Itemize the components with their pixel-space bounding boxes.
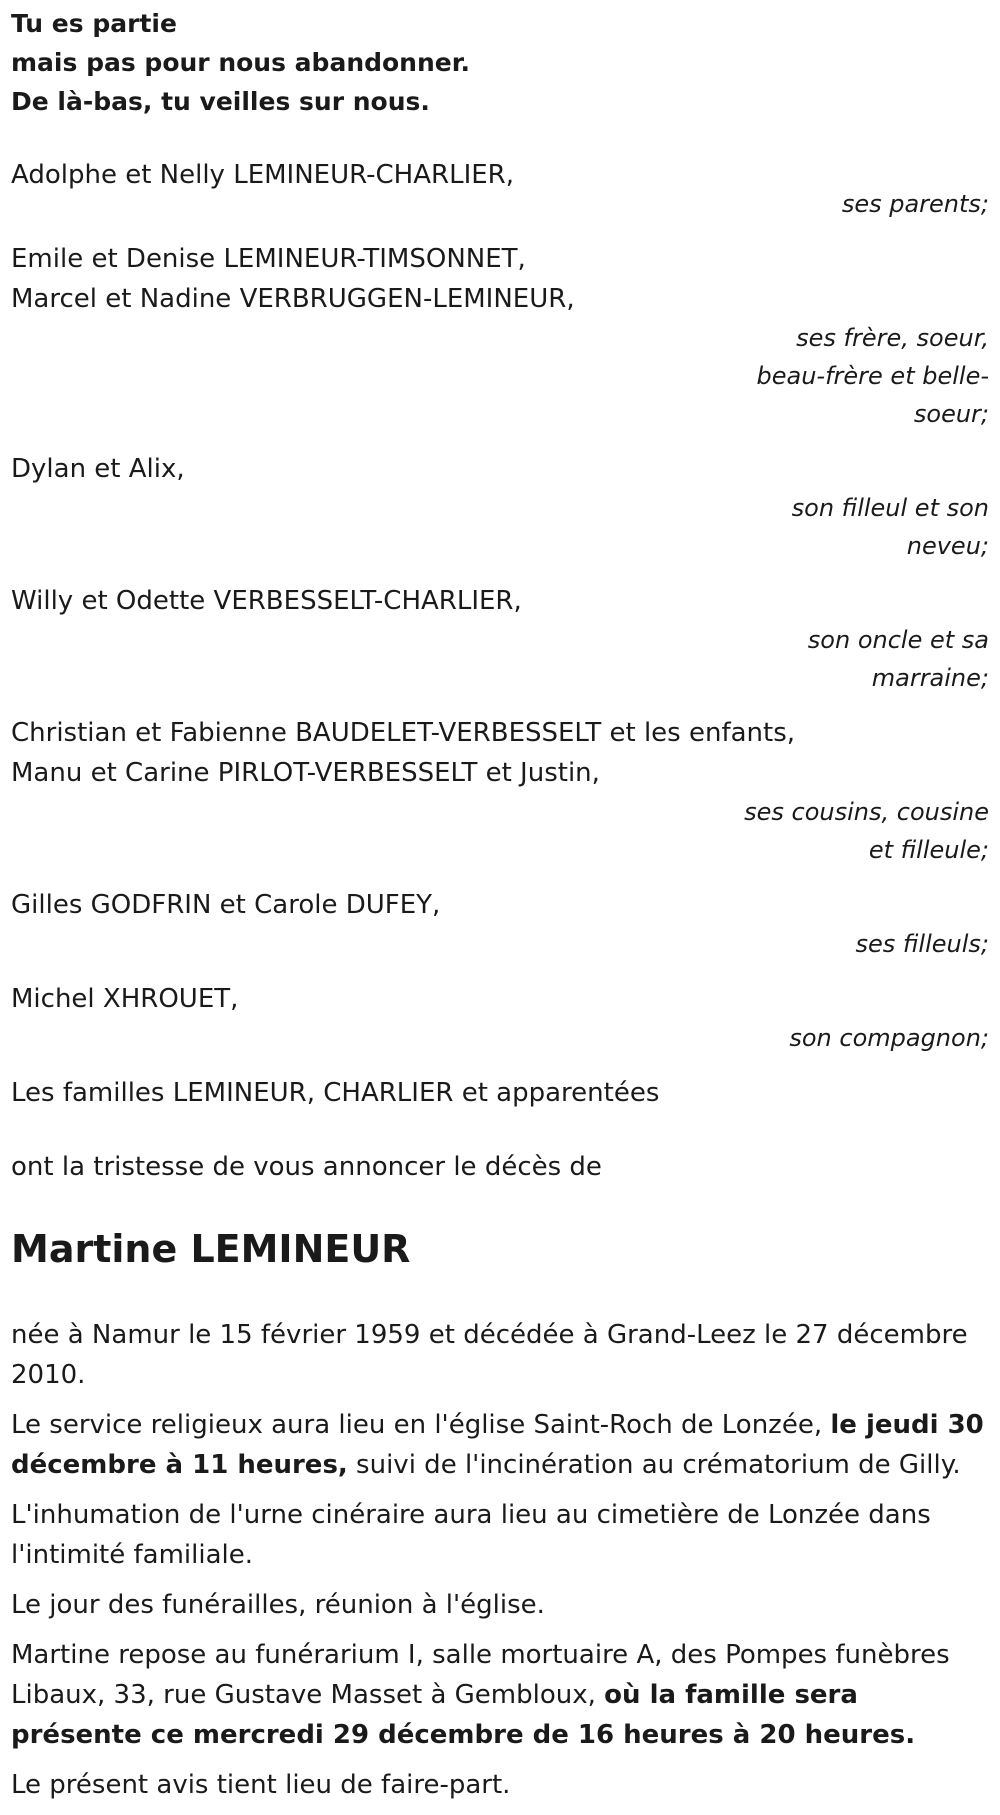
family-entry-parents: [11, 155, 989, 223]
service-info: [11, 1405, 989, 1485]
family-names: Dylan et Alix,: [11, 454, 185, 484]
poem-line: Tu es partie: [11, 9, 177, 38]
service-date: le jeudi 30 décembre à 11 heures,: [11, 1410, 984, 1480]
repose-info: [11, 1635, 989, 1755]
family-role-text: son compagnon;: [789, 1024, 989, 1052]
repose-text: Martine repose au funérarium I, salle mortuaire A, des Pompes funèbres Libaux, 33, rue Gustave Masset à Gembloux,: [11, 1640, 950, 1710]
family-role: [11, 489, 989, 565]
family-entry-partner: [11, 979, 989, 1057]
inhumation-info: L'inhumation de l'urne cinéraire aura lieu au cimetière de Lonzée dans l'intimité familiale.: [11, 1500, 931, 1570]
family-names: Christian et Fabienne BAUDELET-VERBESSELT et les enfants,: [11, 718, 796, 748]
family-names: Gilles GODFRIN et Carole DUFEY,: [11, 890, 441, 920]
family-names: Marcel et Nadine VERBRUGGEN-LEMINEUR,: [11, 284, 575, 314]
closing-note: Le présent avis tient lieu de faire-part.: [11, 1770, 511, 1800]
repose-visiting-hours: où la famille sera présente ce mercredi 29 décembre de 16 heures à 20 heures.: [11, 1680, 916, 1750]
family-role: [11, 925, 989, 963]
family-role: [11, 793, 989, 869]
family-entry-godson: [11, 449, 989, 565]
family-names: Adolphe et Nelly LEMINEUR-CHARLIER,: [11, 160, 514, 190]
family-role: [11, 1019, 989, 1057]
family-role-text: ses cousins, cousine et filleule;: [744, 798, 989, 864]
poem: [11, 9, 989, 117]
family-entry-siblings: [11, 239, 989, 433]
service-text-end: suivi de l'incinération au crématorium de Gilly.: [347, 1450, 961, 1480]
family-role-text: ses frère, soeur, beau-frère et belle-soeur;: [756, 324, 989, 428]
announcement-intro: ont la tristesse de vous annoncer le décès de: [11, 1152, 602, 1182]
family-role: [11, 621, 989, 697]
family-role: [11, 319, 989, 433]
family-list: [11, 155, 989, 1113]
funeral-day-info: Le jour des funérailles, réunion à l'église.: [11, 1590, 545, 1620]
family-names: Manu et Carine PIRLOT-VERBESSELT et Justin,: [11, 758, 600, 788]
family-role-text: ses parents;: [841, 190, 989, 218]
family-role-text: son oncle et sa marraine;: [807, 626, 989, 692]
family-entry-uncle: [11, 581, 989, 697]
family-names: Michel XHROUET,: [11, 984, 239, 1014]
birth-death-info: née à Namur le 15 février 1959 et décédée à Grand-Leez le 27 décembre 2010.: [11, 1320, 968, 1390]
deceased-name: Martine LEMINEUR: [11, 1227, 411, 1271]
poem-line: mais pas pour nous abandonner.: [11, 48, 470, 77]
family-entry-godchildren: [11, 885, 989, 963]
family-entry-families: [11, 1073, 989, 1113]
poem-line: De là-bas, tu veilles sur nous.: [11, 87, 430, 116]
family-names: Les familles LEMINEUR, CHARLIER et apparentées: [11, 1078, 660, 1108]
family-names: Emile et Denise LEMINEUR-TIMSONNET,: [11, 244, 526, 274]
family-role-text: son filleul et son neveu;: [791, 494, 989, 560]
family-names: Willy et Odette VERBESSELT-CHARLIER,: [11, 586, 522, 616]
family-entry-cousins: [11, 713, 989, 869]
family-role-text: ses filleuls;: [855, 930, 989, 958]
obituary-notice: [11, 0, 989, 1815]
service-text: Le service religieux aura lieu en l'église Saint-Roch de Lonzée,: [11, 1410, 831, 1440]
